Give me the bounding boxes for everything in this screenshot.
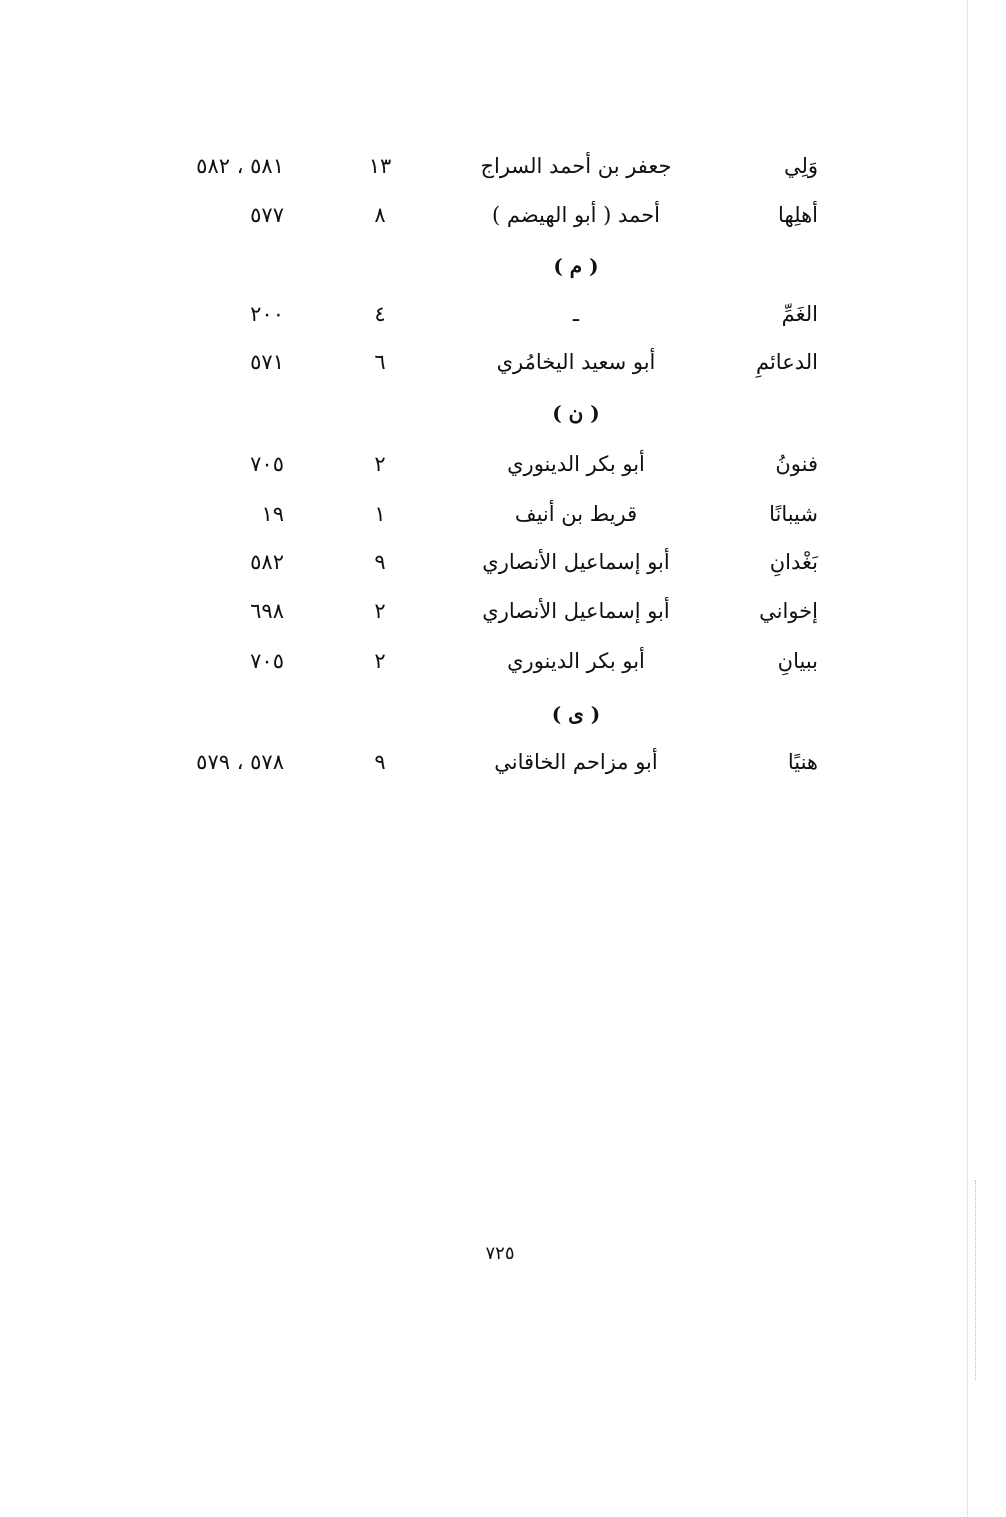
section-heading-nun: ( ن ): [552, 401, 600, 425]
verse-count: ٢: [374, 452, 386, 476]
poet-name: جعفر بن أحمد السراج: [480, 154, 672, 178]
rhyme-word: الدعائمِ: [755, 350, 818, 374]
rhyme-word: بَغْدانِ: [769, 550, 818, 574]
page-refs: ١٩: [261, 502, 284, 526]
page-refs: ٧٠٥: [250, 649, 284, 673]
rhyme-word: شيبانًا: [769, 502, 818, 526]
index-row: [0, 195, 1006, 235]
verse-count: ٩: [374, 550, 386, 574]
rhyme-word: إخواني: [759, 599, 818, 623]
poet-name: أحمد ( أبو الهيضم ): [491, 203, 661, 227]
rhyme-word: فنونُ: [775, 452, 818, 476]
page-refs: ٢٠٠: [250, 302, 284, 326]
verse-count: ٢: [374, 649, 386, 673]
verse-count: ٨: [374, 203, 386, 227]
verse-count: ٩: [374, 750, 386, 774]
page-refs: ٥٨١ ، ٥٨٢: [196, 154, 284, 178]
page-refs: ٥٧٧: [250, 203, 284, 227]
verse-count: ٤: [374, 302, 386, 326]
index-row: [0, 342, 1006, 382]
verse-count: ١٣: [368, 154, 392, 178]
poet-name: أبو بكر الدينوري: [507, 649, 645, 673]
index-row: [0, 294, 1006, 334]
poet-name: قريط بن أنيف: [514, 502, 638, 526]
poet-name: أبو مزاحم الخاقاني: [494, 750, 658, 774]
section-heading-mim: ( م ): [553, 254, 599, 278]
page-number: ٧٢٥: [485, 1243, 515, 1264]
rhyme-word: هنيًا: [787, 750, 818, 774]
index-row: [0, 146, 1006, 186]
scan-margin-line-lower: [975, 1180, 976, 1380]
rhyme-word: ببيانِ: [777, 649, 818, 673]
poet-name: أبو إسماعيل الأنصاري: [482, 599, 670, 623]
rhyme-word: الغَمِّ: [781, 302, 818, 326]
index-row: [0, 494, 1006, 534]
section-heading-ya: ( ى ): [551, 702, 601, 726]
rhyme-word: وَلِي: [783, 154, 818, 178]
poet-name: أبو سعيد اليخامُري: [496, 350, 656, 374]
page-refs: ٧٠٥: [250, 452, 284, 476]
index-row: [0, 591, 1006, 631]
page-refs: ٥٨٢: [250, 550, 284, 574]
index-row: [0, 444, 1006, 484]
rhyme-word: أهلِها: [778, 203, 818, 227]
poet-name: ـ: [572, 302, 580, 326]
index-row: [0, 641, 1006, 681]
page-refs: ٥٧١: [250, 350, 284, 374]
poet-name: أبو إسماعيل الأنصاري: [482, 550, 670, 574]
poet-name: أبو بكر الدينوري: [507, 452, 645, 476]
page-refs: ٥٧٨ ، ٥٧٩: [196, 750, 284, 774]
index-row: [0, 542, 1006, 582]
verse-count: ٦: [374, 350, 386, 374]
verse-count: ١: [374, 502, 386, 526]
page-refs: ٦٩٨: [250, 599, 284, 623]
index-row: [0, 742, 1006, 782]
verse-count: ٢: [374, 599, 386, 623]
